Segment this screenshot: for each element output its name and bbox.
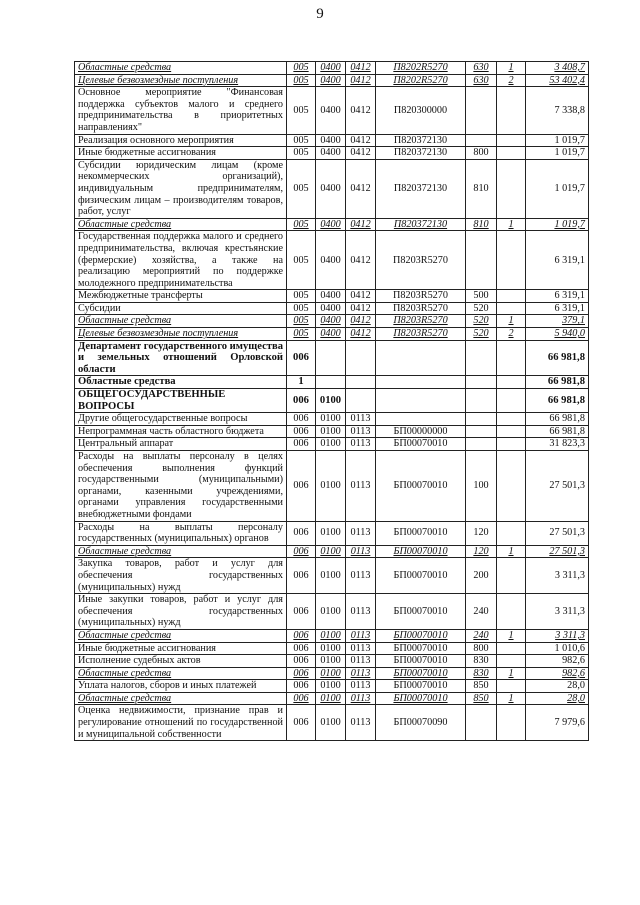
row-subsection-code: 0412	[346, 328, 376, 341]
row-sum: 1 010,6	[526, 642, 589, 655]
row-section-code: 0400	[316, 302, 346, 315]
row-source-code	[497, 425, 526, 438]
row-admin-code: 005	[287, 87, 316, 134]
row-name: Основное мероприятие "Финансовая поддержка субъектов малого и среднего предпринимательства в приоритетных направлениях"	[75, 87, 287, 134]
row-target-code	[376, 413, 466, 426]
row-target-code: БП00070010	[376, 692, 466, 705]
row-expense-code: 240	[466, 594, 497, 630]
row-subsection-code: 0412	[346, 290, 376, 303]
row-admin-code: 006	[287, 692, 316, 705]
row-target-code: БП00070010	[376, 655, 466, 668]
row-sum: 66 981,8	[526, 340, 589, 376]
row-source-code: 1	[497, 629, 526, 642]
row-section-code: 0100	[316, 642, 346, 655]
row-name: Целевые безвозмездные поступления	[75, 328, 287, 341]
table-row	[75, 62, 589, 75]
row-section-code: 0400	[316, 147, 346, 160]
row-subsection-code: 0113	[346, 629, 376, 642]
row-sum: 66 981,8	[526, 425, 589, 438]
row-source-code	[497, 705, 526, 741]
row-target-code	[376, 376, 466, 389]
table-row	[75, 389, 589, 413]
row-name: Областные средства	[75, 376, 287, 389]
row-sum: 3 408,7	[526, 62, 589, 75]
page-number: 9	[316, 6, 324, 22]
row-section-code: 0100	[316, 451, 346, 522]
row-source-code	[497, 376, 526, 389]
table-row	[75, 667, 589, 680]
row-target-code: БП00070010	[376, 451, 466, 522]
row-section-code: 0100	[316, 389, 346, 413]
row-sum: 66 981,8	[526, 389, 589, 413]
table-row	[75, 558, 589, 594]
row-source-code	[497, 642, 526, 655]
row-section-code: 0100	[316, 705, 346, 741]
row-expense-code	[466, 705, 497, 741]
row-subsection-code: 0113	[346, 642, 376, 655]
row-sum: 28,0	[526, 680, 589, 693]
row-subsection-code: 0113	[346, 521, 376, 545]
row-admin-code: 006	[287, 705, 316, 741]
row-sum: 3 311,3	[526, 558, 589, 594]
table-row	[75, 328, 589, 341]
row-expense-code: 830	[466, 655, 497, 668]
row-admin-code: 005	[287, 159, 316, 218]
row-name: Областные средства	[75, 692, 287, 705]
row-target-code: БП00070010	[376, 680, 466, 693]
row-admin-code: 005	[287, 315, 316, 328]
row-sum: 1 019,7	[526, 218, 589, 231]
row-subsection-code: 0113	[346, 667, 376, 680]
row-expense-code	[466, 87, 497, 134]
row-sum: 982,6	[526, 655, 589, 668]
row-admin-code: 006	[287, 558, 316, 594]
row-subsection-code: 0113	[346, 594, 376, 630]
row-source-code	[497, 134, 526, 147]
table-row	[75, 655, 589, 668]
table-row	[75, 521, 589, 545]
row-section-code	[316, 376, 346, 389]
row-target-code: П8202R5270	[376, 62, 466, 75]
row-expense-code	[466, 376, 497, 389]
table-row	[75, 594, 589, 630]
row-expense-code	[466, 231, 497, 290]
row-admin-code: 005	[287, 74, 316, 87]
row-section-code: 0100	[316, 594, 346, 630]
row-target-code: П820372130	[376, 218, 466, 231]
row-expense-code: 850	[466, 680, 497, 693]
row-target-code: БП00070010	[376, 558, 466, 594]
row-section-code: 0100	[316, 692, 346, 705]
row-expense-code: 240	[466, 629, 497, 642]
row-subsection-code	[346, 376, 376, 389]
row-target-code: П8203R5270	[376, 315, 466, 328]
row-admin-code: 006	[287, 680, 316, 693]
row-source-code: 1	[497, 667, 526, 680]
row-expense-code: 520	[466, 315, 497, 328]
table-row	[75, 218, 589, 231]
row-sum: 27 501,3	[526, 521, 589, 545]
row-source-code	[497, 558, 526, 594]
row-admin-code: 005	[287, 62, 316, 75]
row-admin-code: 005	[287, 302, 316, 315]
row-section-code: 0100	[316, 521, 346, 545]
row-name: Иные бюджетные ассигнования	[75, 642, 287, 655]
row-section-code: 0400	[316, 134, 346, 147]
row-subsection-code: 0412	[346, 218, 376, 231]
row-source-code	[497, 438, 526, 451]
row-admin-code: 006	[287, 545, 316, 558]
row-target-code: П8203R5270	[376, 231, 466, 290]
row-subsection-code: 0412	[346, 74, 376, 87]
row-target-code: БП00070010	[376, 629, 466, 642]
row-source-code: 2	[497, 328, 526, 341]
budget-table	[74, 61, 589, 741]
table-row	[75, 315, 589, 328]
row-name: Областные средства	[75, 629, 287, 642]
row-section-code: 0100	[316, 425, 346, 438]
table-row	[75, 438, 589, 451]
table-row	[75, 74, 589, 87]
row-source-code	[497, 147, 526, 160]
table-row	[75, 451, 589, 522]
row-name: Другие общегосударственные вопросы	[75, 413, 287, 426]
row-subsection-code: 0412	[346, 159, 376, 218]
row-subsection-code: 0113	[346, 558, 376, 594]
row-section-code: 0400	[316, 231, 346, 290]
row-section-code: 0100	[316, 629, 346, 642]
row-expense-code: 520	[466, 302, 497, 315]
row-expense-code: 850	[466, 692, 497, 705]
row-target-code: БП00070010	[376, 642, 466, 655]
row-subsection-code: 0113	[346, 545, 376, 558]
row-name: Оценка недвижимости, признание прав и регулирование отношений по государственной и муниципальной собственности	[75, 705, 287, 741]
row-subsection-code: 0113	[346, 680, 376, 693]
row-target-code: П820300000	[376, 87, 466, 134]
table-row	[75, 159, 589, 218]
row-name: Иные бюджетные ассигнования	[75, 147, 287, 160]
row-subsection-code: 0412	[346, 231, 376, 290]
row-name: Субсидии	[75, 302, 287, 315]
table-row	[75, 692, 589, 705]
row-subsection-code: 0113	[346, 451, 376, 522]
row-source-code: 1	[497, 692, 526, 705]
row-sum: 53 402,4	[526, 74, 589, 87]
row-subsection-code: 0113	[346, 438, 376, 451]
row-section-code: 0400	[316, 328, 346, 341]
table-row	[75, 340, 589, 376]
row-target-code: БП00070010	[376, 521, 466, 545]
row-expense-code: 810	[466, 159, 497, 218]
row-admin-code: 006	[287, 389, 316, 413]
row-name: Закупка товаров, работ и услуг для обеспечения государственных (муниципальных) нужд	[75, 558, 287, 594]
row-sum: 5 940,0	[526, 328, 589, 341]
row-target-code	[376, 340, 466, 376]
row-admin-code: 006	[287, 594, 316, 630]
row-source-code	[497, 680, 526, 693]
row-section-code: 0400	[316, 315, 346, 328]
row-admin-code: 1	[287, 376, 316, 389]
row-expense-code	[466, 438, 497, 451]
row-target-code: П8202R5270	[376, 74, 466, 87]
table-row	[75, 413, 589, 426]
row-admin-code: 006	[287, 629, 316, 642]
row-subsection-code: 0113	[346, 705, 376, 741]
row-sum: 1 019,7	[526, 134, 589, 147]
row-sum: 28,0	[526, 692, 589, 705]
row-name: Исполнение судебных актов	[75, 655, 287, 668]
row-admin-code: 005	[287, 147, 316, 160]
row-name: Областные средства	[75, 315, 287, 328]
table-row	[75, 302, 589, 315]
row-section-code	[316, 340, 346, 376]
row-sum: 6 319,1	[526, 231, 589, 290]
row-expense-code: 810	[466, 218, 497, 231]
row-admin-code: 006	[287, 438, 316, 451]
row-admin-code: 006	[287, 413, 316, 426]
table-row	[75, 134, 589, 147]
row-name: Расходы на выплаты персоналу в целях обеспечения выполнения функций государственными (муниципальными) органами, казенными учреждениями, органами управления государственными внебюджетными фондами	[75, 451, 287, 522]
row-sum: 6 319,1	[526, 302, 589, 315]
row-section-code: 0400	[316, 87, 346, 134]
row-expense-code	[466, 134, 497, 147]
row-expense-code	[466, 389, 497, 413]
row-name: Непрограммная часть областного бюджета	[75, 425, 287, 438]
row-name: Областные средства	[75, 62, 287, 75]
row-sum: 3 311,3	[526, 629, 589, 642]
row-expense-code: 630	[466, 62, 497, 75]
table-row	[75, 231, 589, 290]
row-section-code: 0100	[316, 413, 346, 426]
row-sum: 7 338,8	[526, 87, 589, 134]
table-row	[75, 545, 589, 558]
row-admin-code: 006	[287, 667, 316, 680]
row-subsection-code	[346, 389, 376, 413]
row-admin-code: 005	[287, 328, 316, 341]
row-section-code: 0400	[316, 74, 346, 87]
row-target-code: П8203R5270	[376, 290, 466, 303]
row-subsection-code: 0412	[346, 302, 376, 315]
row-name: Межбюджетные трансферты	[75, 290, 287, 303]
row-section-code: 0400	[316, 62, 346, 75]
row-section-code: 0100	[316, 438, 346, 451]
row-source-code: 1	[497, 62, 526, 75]
row-admin-code: 005	[287, 134, 316, 147]
row-source-code	[497, 159, 526, 218]
row-admin-code: 005	[287, 231, 316, 290]
row-source-code: 2	[497, 74, 526, 87]
row-source-code	[497, 302, 526, 315]
row-target-code: БП00000000	[376, 425, 466, 438]
row-subsection-code: 0113	[346, 692, 376, 705]
row-subsection-code: 0412	[346, 147, 376, 160]
table-row	[75, 87, 589, 134]
table-row	[75, 425, 589, 438]
row-source-code: 1	[497, 315, 526, 328]
row-name: Государственная поддержка малого и среднего предпринимательства, включая крестьянские (фермерские) хозяйства, а также на реализацию мероприятий по поддержке молодежного предпринимательства	[75, 231, 287, 290]
row-source-code	[497, 389, 526, 413]
row-source-code	[497, 231, 526, 290]
row-section-code: 0100	[316, 680, 346, 693]
row-target-code: П8203R5270	[376, 328, 466, 341]
row-subsection-code: 0412	[346, 62, 376, 75]
row-admin-code: 006	[287, 425, 316, 438]
row-name: Уплата налогов, сборов и иных платежей	[75, 680, 287, 693]
row-admin-code: 006	[287, 451, 316, 522]
table-row	[75, 680, 589, 693]
table-row	[75, 629, 589, 642]
row-target-code: БП00070010	[376, 594, 466, 630]
row-target-code: БП00070010	[376, 545, 466, 558]
row-sum: 379,1	[526, 315, 589, 328]
row-target-code: П820372130	[376, 159, 466, 218]
row-name: Субсидии юридическим лицам (кроме некоммерческих организаций), индивидуальным предпринимателям, физическим лицам – производителям товаров, работ, услуг	[75, 159, 287, 218]
row-expense-code	[466, 425, 497, 438]
row-subsection-code: 0412	[346, 134, 376, 147]
row-sum: 7 979,6	[526, 705, 589, 741]
row-target-code: БП00070010	[376, 438, 466, 451]
row-target-code: П820372130	[376, 147, 466, 160]
row-sum: 3 311,3	[526, 594, 589, 630]
row-name: Центральный аппарат	[75, 438, 287, 451]
row-name: Областные средства	[75, 545, 287, 558]
row-sum: 27 501,3	[526, 451, 589, 522]
row-sum: 6 319,1	[526, 290, 589, 303]
row-subsection-code: 0113	[346, 413, 376, 426]
row-source-code	[497, 451, 526, 522]
row-source-code	[497, 655, 526, 668]
row-sum: 1 019,7	[526, 147, 589, 160]
row-subsection-code: 0412	[346, 315, 376, 328]
table-row	[75, 376, 589, 389]
row-section-code: 0400	[316, 159, 346, 218]
row-section-code: 0100	[316, 667, 346, 680]
row-section-code: 0100	[316, 545, 346, 558]
row-source-code	[497, 413, 526, 426]
row-sum: 27 501,3	[526, 545, 589, 558]
row-admin-code: 006	[287, 340, 316, 376]
row-target-code: БП00070090	[376, 705, 466, 741]
table-row	[75, 642, 589, 655]
row-name: Областные средства	[75, 218, 287, 231]
row-admin-code: 006	[287, 655, 316, 668]
row-expense-code: 800	[466, 147, 497, 160]
row-expense-code: 830	[466, 667, 497, 680]
row-section-code: 0100	[316, 655, 346, 668]
row-source-code	[497, 290, 526, 303]
row-section-code: 0400	[316, 290, 346, 303]
row-target-code: П8203R5270	[376, 302, 466, 315]
row-name: Иные закупки товаров, работ и услуг для обеспечения государственных (муниципальных) нужд	[75, 594, 287, 630]
row-sum: 66 981,8	[526, 413, 589, 426]
row-name: Целевые безвозмездные поступления	[75, 74, 287, 87]
row-expense-code: 200	[466, 558, 497, 594]
row-name: ОБЩЕГОСУДАРСТВЕННЫЕ ВОПРОСЫ	[75, 389, 287, 413]
row-admin-code: 005	[287, 218, 316, 231]
row-subsection-code: 0113	[346, 655, 376, 668]
row-source-code	[497, 340, 526, 376]
row-subsection-code	[346, 340, 376, 376]
row-section-code: 0400	[316, 218, 346, 231]
row-source-code	[497, 594, 526, 630]
row-target-code: БП00070010	[376, 667, 466, 680]
row-name: Расходы на выплаты персоналу государственных (муниципальных) органов	[75, 521, 287, 545]
row-expense-code	[466, 413, 497, 426]
row-source-code: 1	[497, 218, 526, 231]
row-expense-code: 120	[466, 521, 497, 545]
row-sum: 31 823,3	[526, 438, 589, 451]
row-expense-code: 800	[466, 642, 497, 655]
row-expense-code: 500	[466, 290, 497, 303]
row-source-code	[497, 87, 526, 134]
row-expense-code: 120	[466, 545, 497, 558]
row-target-code: П820372130	[376, 134, 466, 147]
table-row	[75, 705, 589, 741]
row-admin-code: 006	[287, 521, 316, 545]
row-expense-code	[466, 340, 497, 376]
row-admin-code: 005	[287, 290, 316, 303]
row-name: Реализация основного мероприятия	[75, 134, 287, 147]
table-row	[75, 290, 589, 303]
row-sum: 982,6	[526, 667, 589, 680]
row-name: Областные средства	[75, 667, 287, 680]
table-row	[75, 147, 589, 160]
row-subsection-code: 0113	[346, 425, 376, 438]
row-section-code: 0100	[316, 558, 346, 594]
row-name: Департамент государственного имущества и земельных отношений Орловской области	[75, 340, 287, 376]
row-expense-code: 520	[466, 328, 497, 341]
row-sum: 1 019,7	[526, 159, 589, 218]
row-admin-code: 006	[287, 642, 316, 655]
row-source-code: 1	[497, 545, 526, 558]
row-source-code	[497, 521, 526, 545]
row-sum: 66 981,8	[526, 376, 589, 389]
row-subsection-code: 0412	[346, 87, 376, 134]
row-target-code	[376, 389, 466, 413]
row-expense-code: 100	[466, 451, 497, 522]
row-expense-code: 630	[466, 74, 497, 87]
